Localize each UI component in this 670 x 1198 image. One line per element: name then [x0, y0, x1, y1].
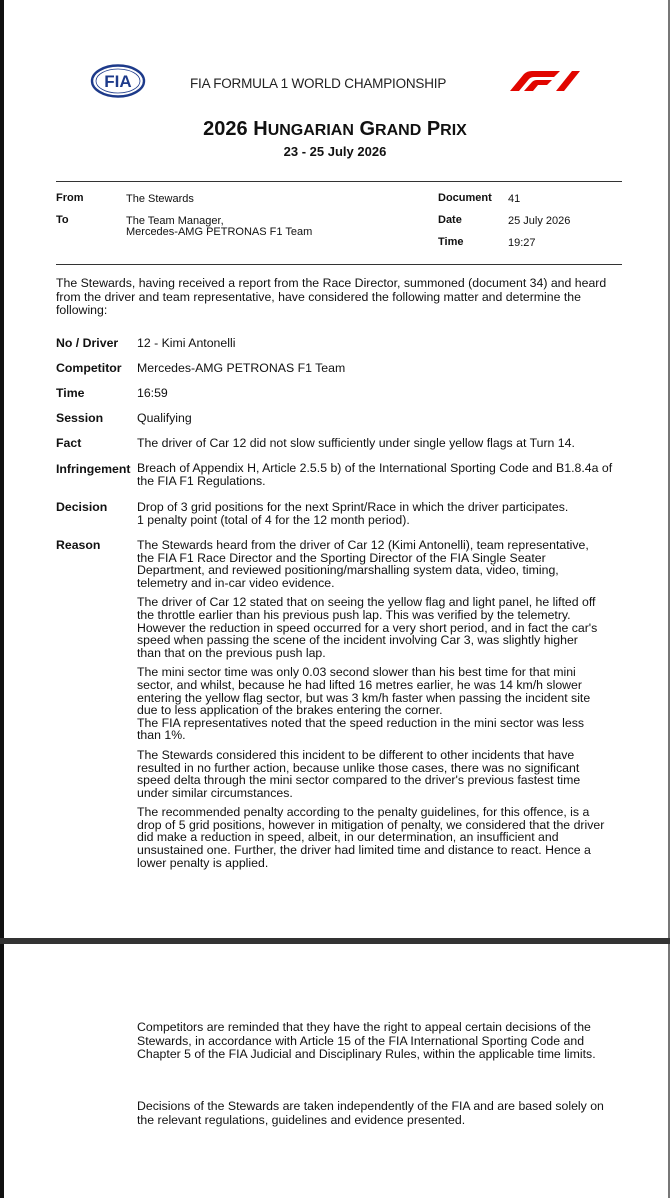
reason-label: Reason: [56, 538, 101, 552]
infringement-value: Breach of Appendix H, Article 2.5.5 b) of the International Sporting Code and B1.8.4a of the FIA F1 Regulations.: [137, 461, 613, 488]
intro-paragraph: The Stewards, having received a report from the Race Director, summoned (document 34) and heard from the driver and team representative, have considered the following matter and determine the following:: [56, 276, 607, 317]
f1-logo: [500, 70, 582, 92]
decision-line-2: 1 penalty point (total of 4 for the 12 month period).: [137, 512, 410, 527]
competitor-value: Mercedes-AMG PETRONAS F1 Team: [137, 361, 346, 375]
date-label: Date: [438, 214, 462, 226]
fia-logo: [90, 64, 146, 98]
championship-name: FIA FORMULA 1 WORLD CHAMPIONSHIP: [190, 76, 447, 91]
grand-prix-title: [0, 118, 670, 141]
to-value-line2: Mercedes-AMG PETRONAS F1 Team: [126, 226, 313, 238]
to-value-line1: The Team Manager,: [126, 215, 224, 227]
header-rule-top: [56, 181, 622, 182]
page-break: [0, 938, 670, 944]
title-year: 2026: [203, 118, 248, 140]
time-row-value: 16:59: [137, 386, 168, 400]
date-value: 25 July 2026: [508, 215, 571, 227]
competitor-label: Competitor: [56, 361, 122, 375]
driver-value: 12 - Kimi Antonelli: [137, 336, 236, 350]
time-row-label: Time: [56, 386, 85, 400]
title-word-grand: GRAND: [359, 118, 422, 140]
time-value: 19:27: [508, 237, 536, 249]
fact-label: Fact: [56, 436, 82, 450]
page-edge-left: [0, 0, 4, 1198]
title-word-prix: PRIX: [426, 118, 467, 140]
reason-paragraph-2: The driver of Car 12 stated that on seeing the yellow flag and light panel, he lifted off the throttle earlier than his previous push lap. This was verified by the telemetry. However the reduction in speed occurred for a very short period, and in fact the car's speed when passing the scene of the incident involving Car 3, was slightly higher than that on the previous push lap.: [137, 595, 598, 660]
independence-notice: Decisions of the Stewards are taken independently of the FIA and are based solely on the relevant regulations, guidelines and evidence presented.: [137, 1099, 604, 1127]
session-label: Session: [56, 411, 104, 425]
reason-paragraph-3b: The FIA representatives noted that the speed reduction in the mini sector was less than 1%.: [137, 715, 585, 743]
decision-label: Decision: [56, 500, 108, 514]
to-label: To: [56, 214, 69, 226]
event-dates: 23 - 25 July 2026: [283, 144, 387, 159]
infringement-label: Infringement: [56, 462, 131, 476]
time-label: Time: [438, 236, 464, 248]
fact-value: The driver of Car 12 did not slow sufficiently under single yellow flags at Turn 14.: [137, 436, 575, 450]
reason-paragraph-3a: The mini sector time was only 0.03 second slower than his best time for that mini sector, and whilst, because he had lifted 16 metres earlier, he was 14 km/h slower entering the yellow flag sector, but was 3 km/h faster when passing the incident site due to less application of the brakes entering the corner.: [137, 665, 591, 718]
reason-body: [137, 539, 605, 876]
from-label: From: [56, 192, 84, 204]
document-label: Document: [438, 192, 492, 204]
decision-line-1: Drop of 3 grid positions for the next Sprint/Race in which the driver participates.: [137, 500, 569, 514]
header-rule-bottom: [56, 264, 622, 265]
reason-paragraph-1: The Stewards heard from the driver of Car 12 (Kimi Antonelli), team representative, the FIA F1 Race Director and the Sporting Director of the FIA Single Seater Department, and reviewed positioning/marshalling system data, video, timing, telemetry and in-car video evidence.: [137, 538, 589, 590]
appeal-notice: Competitors are reminded that they have the right to appeal certain decisions of the Stewards, in accordance with Article 15 of the FIA International Sporting Code and Chapter 5 of the FIA Judicial and Disciplinary Rules, within the applicable time limits.: [137, 1020, 596, 1061]
document-value: 41: [508, 193, 521, 205]
from-value: The Stewards: [126, 193, 194, 205]
reason-paragraph-5: The recommended penalty according to the penalty guidelines, for this offence, is a drop of 5 grid positions, however in mitigation of penalty, we considered that the driver did make a reduction in speed, albeit, in our determination, an insufficient and unsustained one. Further, the driver had limited time and distance to react. Hence a lower penalty is applied.: [137, 805, 605, 870]
session-value: Qualifying: [137, 411, 192, 425]
reason-paragraph-4: The Stewards considered this incident to be different to other incidents that have resulted in no further action, because unlike those cases, there was no significant speed delta through the mini sector compared to the driver's previous fastest time under similar circumstances.: [137, 747, 581, 800]
driver-label: No / Driver: [56, 336, 119, 350]
title-word-hungarian: HUNGARIAN: [253, 118, 354, 140]
fia-logo-text: FIA: [104, 72, 132, 91]
decision-value: [137, 501, 617, 526]
